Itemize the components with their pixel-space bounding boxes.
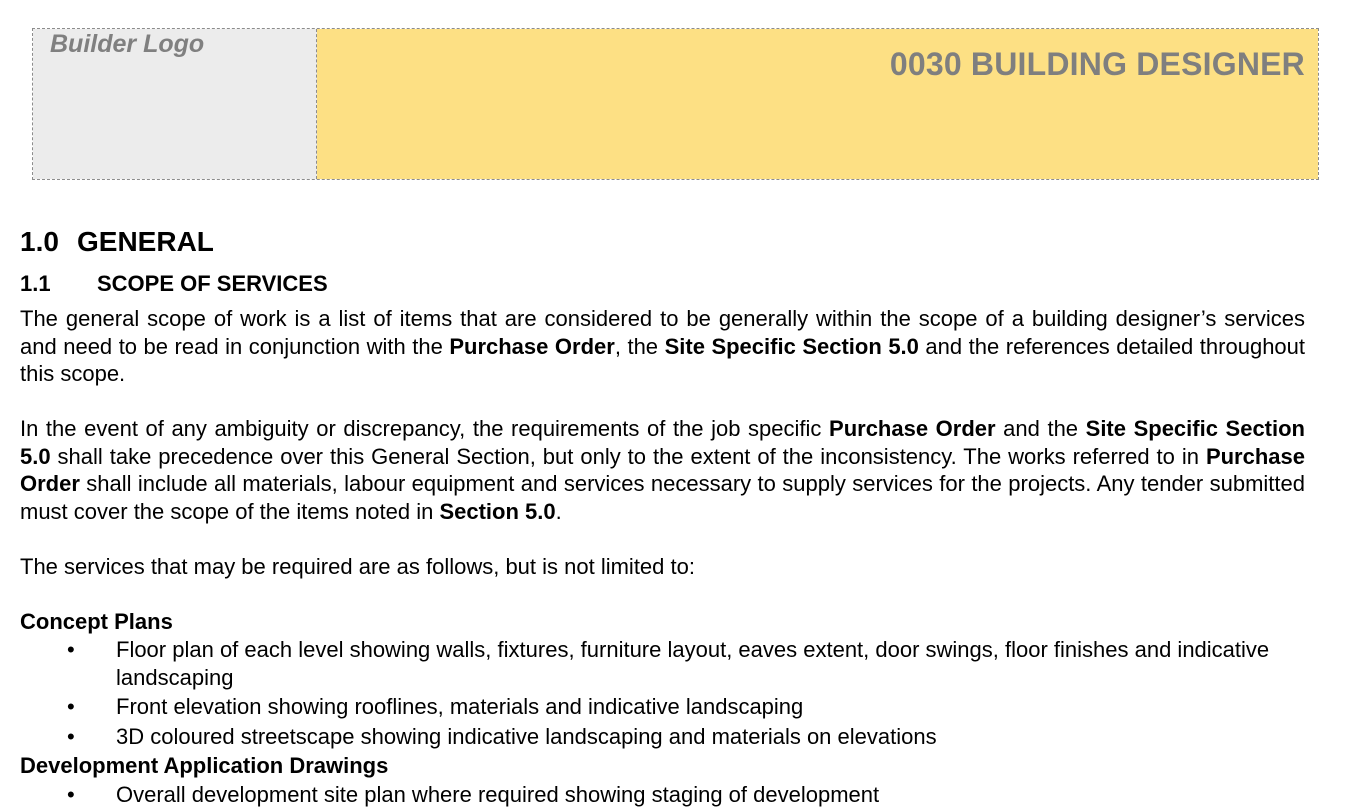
list-item [20,636,1305,691]
document-title: 0030 BUILDING DESIGNER [889,46,1305,82]
text-run: shall include all materials, labour equipment and services necessary to supply services for the projects. Any tender submitted must cover the scope of the items noted in [20,471,1305,524]
text-run: and the references detailed throughout this scope. [20,333,1306,386]
bold-run: Section 5.0 [439,498,556,524]
title-banner [317,29,1318,179]
text-run: , the [614,333,665,359]
services-intro-paragraph: The services that may be required are as follows, but is not limited to: [20,553,695,579]
scope-paragraph [20,305,1305,388]
development-application-list [20,781,1305,809]
document-body [20,223,1305,810]
concept-plans-heading: Concept Plans [20,608,173,634]
development-application-heading: Development Application Drawings [20,753,389,778]
bold-run: Purchase Order [20,443,1305,496]
list-item-text: Overall development site plan where required showing staging of development [116,781,880,807]
bold-run: Purchase Order [449,333,615,359]
precedence-paragraph [20,415,1305,525]
subsection-title: SCOPE OF SERVICES [97,271,328,296]
list-item [20,723,1305,751]
concept-plans-list [20,636,1305,750]
subsection-number: 1.1 [20,271,51,296]
list-item-text: Front elevation showing rooflines, materials and indicative landscaping [116,694,804,719]
text-run: and the [995,416,1086,441]
section-heading [20,223,1305,261]
list-item [20,693,1305,721]
bold-run: Purchase Order [829,416,996,441]
subsection-heading [20,269,1305,299]
builder-logo-text: Builder Logo [50,30,205,58]
section-title: GENERAL [77,226,214,257]
list-item [20,781,1305,809]
document-header [32,28,1319,180]
bullet-icon: • [67,781,75,807]
list-item-text: Floor plan of each level showing walls, fixtures, furniture layout, eaves extent, door swings, floor finishes and indicative landscaping [116,637,1270,690]
list-item-text: 3D coloured streetscape showing indicative landscaping and materials on elevations [116,723,937,749]
bullet-icon: • [67,637,75,662]
bold-run: Site Specific Section 5.0 [20,416,1305,469]
text-run: shall take precedence over this General Section, but only to the extent of the inconsistency. The works referred to in [50,443,1206,469]
section-number: 1.0 [20,226,59,257]
text-run: The general scope of work is a list of items that are considered to be generally within the scope of a building designer’s services and need to be read in conjunction with the [20,306,1305,359]
builder-logo-placeholder [33,29,317,179]
bullet-icon: • [67,723,75,749]
text-run: In the event of any ambiguity or discrepancy, the requirements of the job specific [20,416,830,441]
bold-run: Site Specific Section 5.0 [664,333,919,359]
bullet-icon: • [67,694,75,719]
text-run: . [555,498,562,524]
